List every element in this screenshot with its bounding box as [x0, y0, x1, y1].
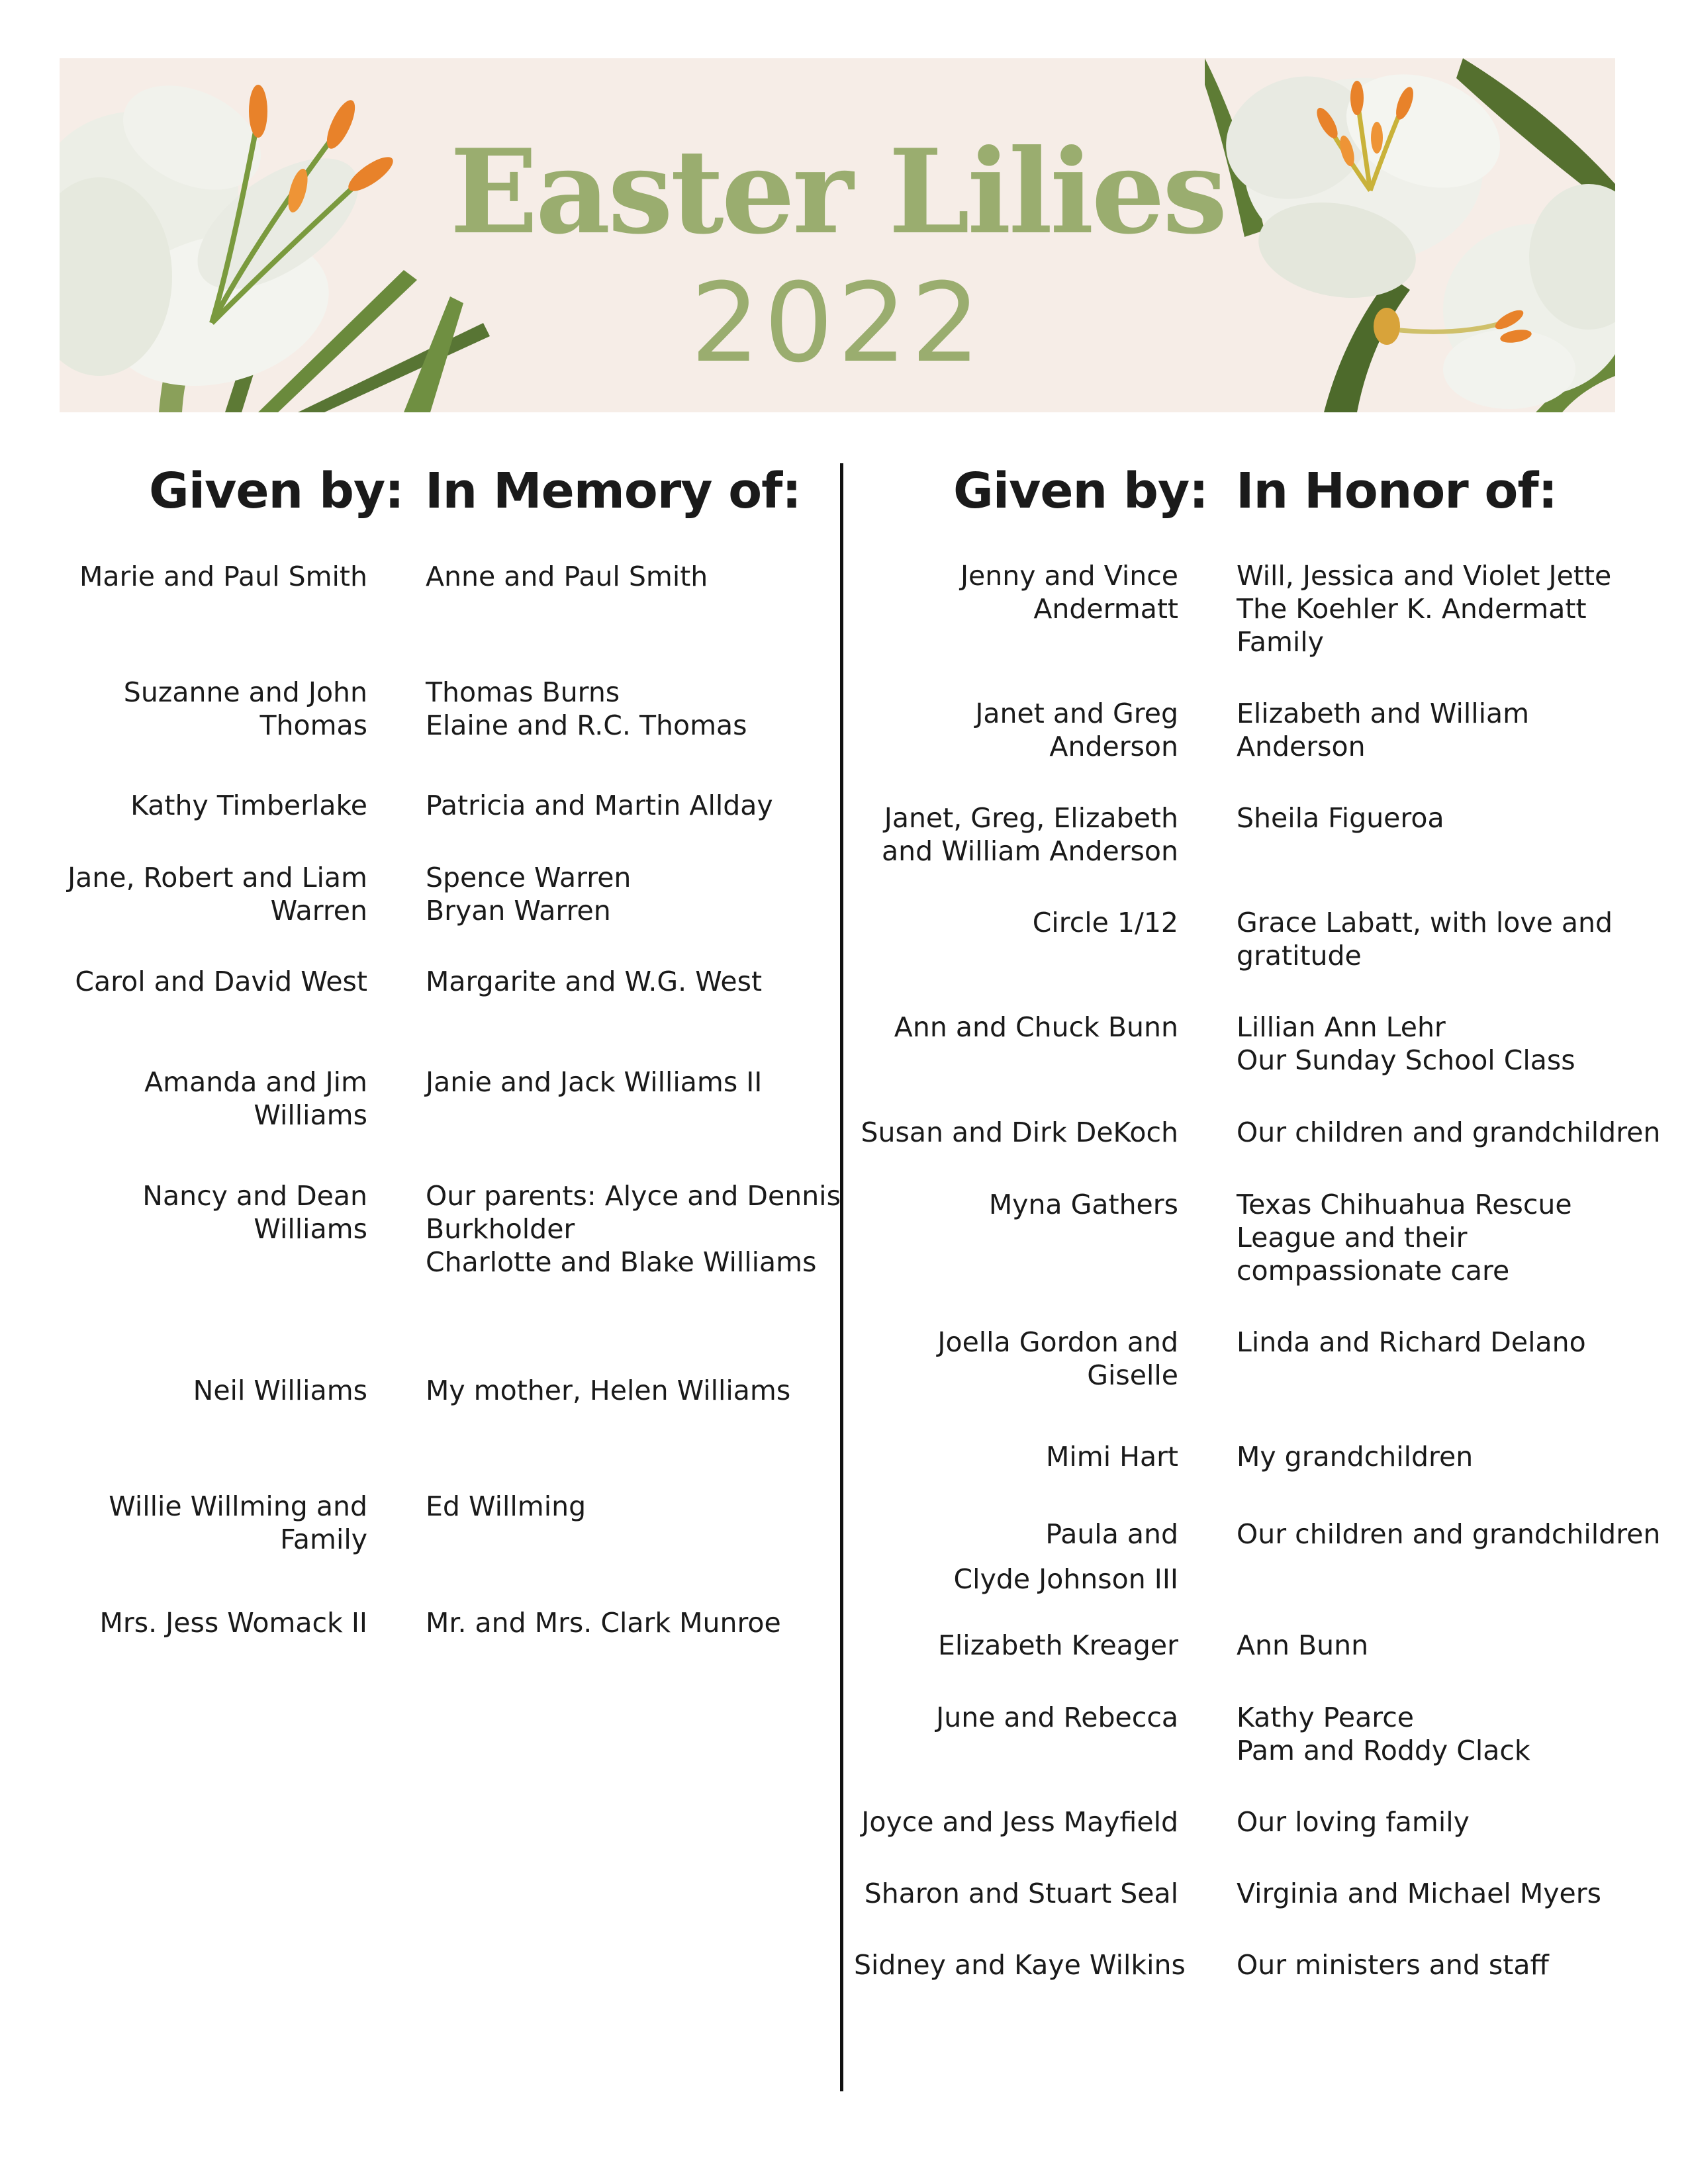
white-lily-right-icon: [1205, 58, 1615, 412]
memory-giver-header: Given by:: [149, 463, 404, 520]
memory-giver-2: Suzanne and John Thomas: [123, 676, 367, 741]
honor-recipient-9: My grandchildren: [1237, 1441, 1474, 1473]
honor-recipient-2: Elizabeth and William Anderson: [1237, 698, 1530, 762]
honor-giver-3: Janet, Greg, Elizabeth and William Anderson: [881, 802, 1178, 867]
memory-giver-10: Mrs. Jess Womack II: [99, 1607, 367, 1639]
honor-recipient-10: Our children and grandchildren: [1237, 1518, 1661, 1550]
honor-giver-2: Janet and Greg Anderson: [975, 698, 1178, 762]
honor-giver-7: Myna Gathers: [988, 1189, 1178, 1220]
memory-recipient-8: My mother, Helen Williams: [426, 1375, 791, 1406]
memory-giver-4: Jane, Robert and Liam Warren: [68, 862, 367, 927]
memory-giver-9: Willie Willming and Family: [109, 1490, 367, 1555]
honor-recipient-6: Our children and grandchildren: [1237, 1116, 1661, 1148]
honor-recipient-14: Virginia and Michael Myers: [1237, 1878, 1601, 1909]
memory-giver-5: Carol and David West: [75, 966, 367, 997]
memory-giver-7: Nancy and Dean Williams: [142, 1180, 367, 1245]
memory-recipient-6: Janie and Jack Williams II: [426, 1066, 763, 1098]
memory-recipient-4: Spence Warren Bryan Warren: [426, 862, 632, 927]
honor-giver-8: Joella Gordon and Giselle: [937, 1326, 1178, 1391]
memory-recipient-header: In Memory of:: [425, 463, 801, 520]
memory-recipient-1: Anne and Paul Smith: [426, 561, 708, 592]
page-year: 2022: [690, 259, 984, 387]
honor-giver-14: Sharon and Stuart Seal: [864, 1878, 1178, 1909]
honor-recipient-3: Sheila Figueroa: [1237, 802, 1444, 834]
honor-giver-9: Mimi Hart: [1045, 1441, 1178, 1473]
honor-recipient-11: Ann Bunn: [1237, 1629, 1369, 1661]
honor-giver-4: Circle 1/12: [1032, 907, 1178, 938]
banner: [60, 58, 1615, 412]
honor-giver-header: Given by:: [953, 463, 1208, 520]
memory-recipient-7: Our parents: Alyce and Dennis Burkholder Charlotte and Blake Williams: [426, 1180, 841, 1278]
honor-recipient-8: Linda and Richard Delano: [1237, 1326, 1586, 1358]
memory-giver-6: Amanda and Jim Williams: [144, 1066, 367, 1131]
memory-recipient-9: Ed Willming: [426, 1490, 586, 1522]
memory-recipient-2: Thomas Burns Elaine and R.C. Thomas: [426, 676, 747, 741]
honor-giver-6: Susan and Dirk DeKoch: [861, 1116, 1178, 1148]
honor-recipient-15: Our ministers and staff: [1237, 1949, 1549, 1981]
honor-giver-10: Paula and Clyde Johnson III: [953, 1518, 1178, 1595]
honor-recipient-13: Our loving family: [1237, 1806, 1470, 1838]
honor-recipient-header: In Honor of:: [1236, 463, 1558, 520]
memory-recipient-3: Patricia and Martin Allday: [426, 790, 773, 821]
honor-giver-15: Sidney and Kaye Wilkins: [854, 1949, 1186, 1981]
honor-giver-13: Joyce and Jess Mayfield: [861, 1806, 1178, 1838]
honor-recipient-1: Will, Jessica and Violet Jette The Koehler K. Andermatt Family: [1237, 560, 1612, 658]
memory-recipient-5: Margarite and W.G. West: [426, 966, 763, 997]
memory-giver-1: Marie and Paul Smith: [79, 561, 367, 592]
honor-recipient-4: Grace Labatt, with love and gratitude: [1237, 907, 1613, 972]
memory-recipient-10: Mr. and Mrs. Clark Munroe: [426, 1607, 781, 1639]
honor-giver-12: June and Rebecca: [936, 1702, 1178, 1733]
memory-giver-8: Neil Williams: [193, 1375, 367, 1406]
honor-giver-1: Jenny and Vince Andermatt: [960, 560, 1178, 625]
page-title: Easter Lilies: [449, 124, 1225, 260]
honor-recipient-12: Kathy Pearce Pam and Roddy Clack: [1237, 1702, 1530, 1766]
memory-giver-3: Kathy Timberlake: [130, 790, 367, 821]
honor-recipient-7: Texas Chihuahua Rescue League and their compassionate care: [1237, 1189, 1572, 1287]
honor-giver-5: Ann and Chuck Bunn: [894, 1011, 1178, 1043]
honor-recipient-5: Lillian Ann Lehr Our Sunday School Class: [1237, 1011, 1575, 1076]
honor-giver-11: Elizabeth Kreager: [938, 1629, 1178, 1661]
